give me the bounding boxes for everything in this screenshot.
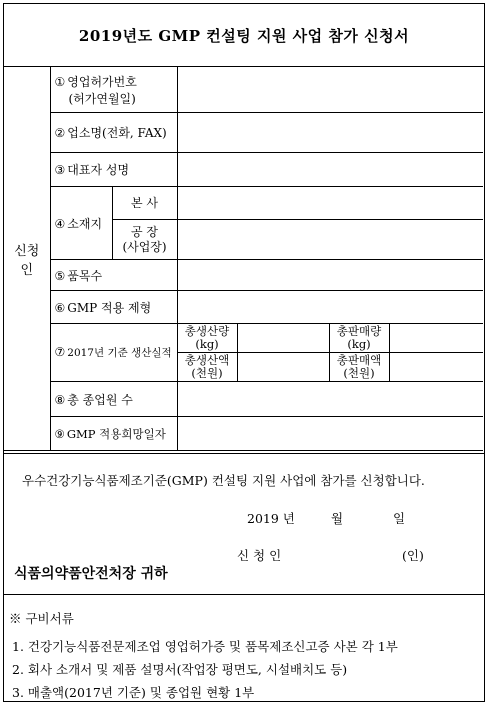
field-gmp-date-label: ⑨ GMP 적용희망일자 <box>50 417 177 451</box>
document-item: 1. 건강기능식품전문제조업 영업허가증 및 품목제조신고증 사본 각 1부 <box>12 639 398 654</box>
field-company-label: ② 업소명(전화, FAX) <box>50 113 177 153</box>
field-employees-label: ⑧ 총 종업원 수 <box>50 382 177 417</box>
total-production-qty-value[interactable] <box>237 324 329 353</box>
signature-seal: (인) <box>402 548 424 563</box>
field-license-value[interactable] <box>177 67 483 113</box>
total-sales-qty-value[interactable] <box>389 324 483 353</box>
documents-heading: ※ 구비서류 <box>9 611 74 626</box>
field-company-value[interactable] <box>177 113 483 153</box>
field-ceo-value[interactable] <box>177 153 483 187</box>
document-item: 2. 회사 소개서 및 제품 설명서(작업장 평면도, 시설배치도 등) <box>12 662 348 677</box>
address-hq-value[interactable] <box>177 187 483 220</box>
field-items-value[interactable] <box>177 260 483 291</box>
signature-label: 신 청 인 <box>237 548 282 563</box>
application-form <box>3 3 485 702</box>
declaration-text: 우수건강기능식품제조기준(GMP) 컨설팅 지원 사업에 참가를 신청합니다. <box>22 473 425 488</box>
date-day: 일 <box>393 511 406 526</box>
applicant-table <box>4 66 483 451</box>
address-hq-label: 본 사 <box>112 187 177 220</box>
field-gmp-date-value[interactable] <box>177 417 483 451</box>
date-year: 2019 년 <box>247 511 295 526</box>
field-dosage-value[interactable] <box>177 291 483 324</box>
addressee: 식품의약품안전처장 귀하 <box>14 566 168 582</box>
date-month: 월 <box>331 511 344 526</box>
total-production-amt-value[interactable] <box>237 353 329 382</box>
address-factory-value[interactable] <box>177 220 483 260</box>
total-production-qty-label: 총생산량 (kg) <box>177 324 237 353</box>
total-sales-amt-label: 총판매액 (천원) <box>329 353 389 382</box>
document-item: 3. 매출액(2017년 기준) 및 종업원 현황 1부 <box>12 685 255 700</box>
address-factory-label: 공 장 (사업장) <box>112 220 177 260</box>
field-license-label: ① 영업허가번호 (허가연월일) <box>50 67 177 113</box>
field-ceo-label: ③ 대표자 성명 <box>50 153 177 187</box>
declaration-section <box>4 453 484 595</box>
total-production-amt-label: 총생산액 (천원) <box>177 353 237 382</box>
field-production-label: ⑦ 2017년 기준 생산실적 <box>50 324 177 382</box>
field-address-label: ④ 소재지 <box>50 187 112 260</box>
form-title: 2019년도 GMP 컨설팅 지원 사업 참가 신청서 <box>4 4 484 67</box>
field-dosage-label: ⑥ GMP 적용 제형 <box>50 291 177 324</box>
applicant-label: 신청인 <box>4 67 50 451</box>
field-employees-value[interactable] <box>177 382 483 417</box>
field-items-label: ⑤ 품목수 <box>50 260 177 291</box>
total-sales-qty-label: 총판매량 (kg) <box>329 324 389 353</box>
total-sales-amt-value[interactable] <box>389 353 483 382</box>
